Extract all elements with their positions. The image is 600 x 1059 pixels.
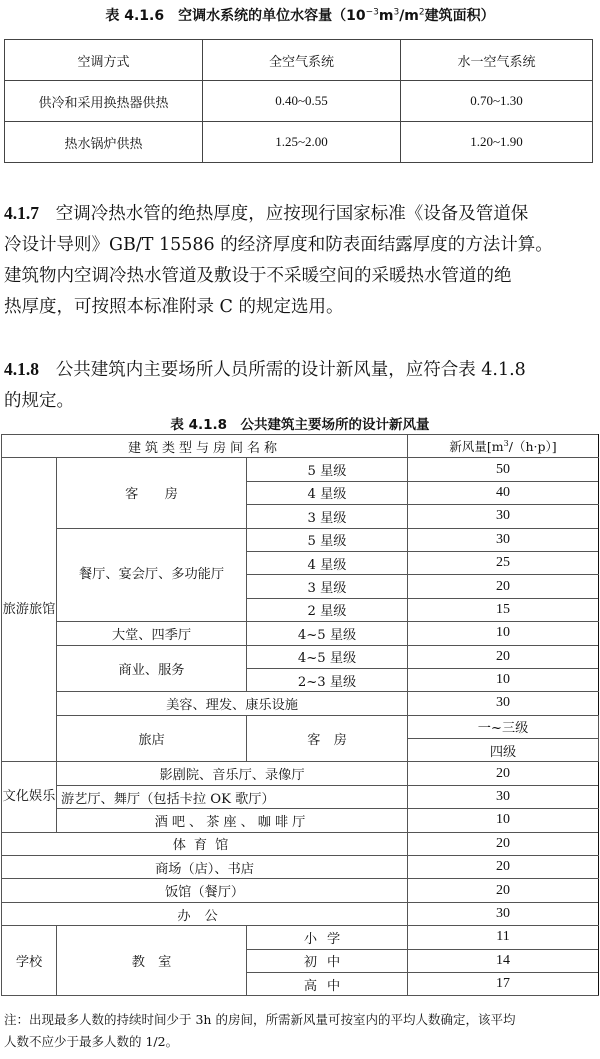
grade-cell: 四级 (408, 739, 599, 762)
table-4-1-8-caption: 表 4.1.8 公共建筑主要场所的设计新风量 (170, 417, 430, 433)
table-header-cell: 水一空气系统 (401, 40, 593, 81)
room-inn-guest-room: 客 房 (247, 715, 408, 762)
table-note (4, 1009, 598, 1053)
room-cell: 酒吧、茶座、咖啡厅 (57, 809, 408, 832)
grade-cell: 4 星级 (247, 551, 408, 574)
value-cell: 11 (408, 926, 599, 949)
category-culture: 文化娱乐 (2, 762, 57, 832)
table-row (2, 809, 599, 832)
table-cell: 0.70~1.30 (401, 81, 593, 122)
value-cell: 15 (408, 598, 599, 621)
category-tourist-hotel: 旅游旅馆 (2, 458, 57, 762)
value-cell: 20 (408, 575, 599, 598)
table-row (2, 715, 599, 738)
table-4-1-6 (4, 39, 593, 163)
grade-cell: 4 星级 (247, 481, 408, 504)
table-row (2, 622, 599, 645)
table-row (2, 645, 599, 668)
room-cell: 游艺厅、舞厅（包括卡拉 OK 歌厅） (57, 785, 408, 808)
value-cell: 50 (408, 458, 599, 481)
paragraph-line: 4.1.7 空调冷热水管的绝热厚度，应按现行国家标准《设备及管道保 (4, 203, 529, 224)
table-row (2, 832, 599, 855)
note-line: 注：出现最多人数的持续时间少于 3h 的房间，所需新风量可按室内的平均人数确定，该平均 (4, 1012, 516, 1027)
room-commerce: 商业、服务 (57, 645, 247, 692)
value-cell: 20 (408, 856, 599, 879)
table-row (5, 122, 593, 163)
value-cell: 20 (408, 832, 599, 855)
grade-cell: 小学 (247, 926, 408, 949)
room-cell: 办公 (2, 902, 408, 925)
value-cell: 14 (408, 949, 599, 972)
table-4-1-6-caption: 表 4.1.6 空调水系统的单位水容量（$10^{-3}m^3/m^2$建筑面积） (105, 7, 495, 24)
table-cell: 1.25~2.00 (203, 122, 401, 163)
value-cell: 20 (408, 879, 599, 902)
table-cell: 供冷和采用换热器供热 (5, 81, 203, 122)
table-row (2, 902, 599, 925)
header-fresh-air: 新风量$[m^3/(h\cdot p)]$ (408, 435, 599, 458)
section-4-1-8 (4, 354, 598, 417)
paragraph-line: 冷设计导则》GB/T 15586 的经济厚度和防表面结露厚度的方法计算。 (4, 235, 553, 255)
room-cell: 饭馆（餐厅） (2, 879, 408, 902)
table-row (2, 762, 599, 785)
value-cell: 17 (408, 972, 599, 995)
grade-cell: 3 星级 (247, 575, 408, 598)
table-cell: 0.40~0.55 (203, 81, 401, 122)
room-cell: 体育馆 (2, 832, 408, 855)
value-cell: 30 (408, 902, 599, 925)
grade-cell: 3 星级 (247, 505, 408, 528)
paragraph-line: 建筑物内空调冷热水管道及敷设于不采暖空间的采暖热水管道的绝 (4, 266, 512, 286)
grade-cell: 5 星级 (247, 528, 408, 551)
value-cell: 20 (408, 762, 599, 785)
section-4-1-7 (4, 198, 598, 323)
table-row (2, 926, 599, 949)
table-row (2, 856, 599, 879)
table-row (5, 81, 593, 122)
value-cell: 30 (408, 785, 599, 808)
room-cell: 影剧院、音乐厅、录像厅 (57, 762, 408, 785)
value-cell: 30 (408, 505, 599, 528)
room-beauty: 美容、理发、康乐设施 (57, 692, 408, 715)
grade-cell: 高中 (247, 972, 408, 995)
grade-cell: 4~5 星级 (247, 622, 408, 645)
value-cell: 30 (408, 528, 599, 551)
table-cell: 热水锅炉供热 (5, 122, 203, 163)
table-row (2, 785, 599, 808)
room-dining: 餐厅、宴会厅、多功能厅 (57, 528, 247, 622)
section-number: 4.1.7 (4, 203, 39, 223)
table-header-cell: 全空气系统 (203, 40, 401, 81)
value-cell: 10 (408, 622, 599, 645)
paragraph-line: 4.1.8 公共建筑内主要场所人员所需的设计新风量，应符合表 4.1.8 (4, 359, 526, 380)
value-cell: 20 (408, 645, 599, 668)
category-school: 学校 (2, 926, 57, 996)
table-row (2, 692, 599, 715)
paragraph-line: 热厚度，可按照本标准附录 C 的规定选用。 (4, 297, 344, 317)
table-header-cell: 空调方式 (5, 40, 203, 81)
table-row (2, 879, 599, 902)
value-cell: 10 (408, 668, 599, 691)
room-guest-room: 客 房 (57, 458, 247, 528)
grade-cell: 2~3 星级 (247, 668, 408, 691)
value-cell: 30 (408, 692, 599, 715)
table-row (2, 528, 599, 551)
grade-cell: 2 星级 (247, 598, 408, 621)
room-classroom: 教 室 (57, 926, 247, 996)
room-cell: 商场（店）、书店 (2, 856, 408, 879)
table-cell: 1.20~1.90 (401, 122, 593, 163)
grade-cell: 一~三级 (408, 715, 599, 738)
grade-cell: 初中 (247, 949, 408, 972)
table-row (2, 458, 599, 481)
paragraph-line: 的规定。 (4, 391, 74, 411)
grade-cell: 4~5 星级 (247, 645, 408, 668)
value-cell: 40 (408, 481, 599, 504)
section-number: 4.1.8 (4, 359, 39, 379)
category-inn: 旅店 (57, 715, 247, 762)
value-cell: 10 (408, 809, 599, 832)
table-header-row (2, 435, 599, 458)
note-line: 人数不应少于最多人数的 1/2。 (4, 1034, 179, 1049)
grade-cell: 5 星级 (247, 458, 408, 481)
table-row (5, 40, 593, 81)
value-cell: 25 (408, 551, 599, 574)
room-lobby: 大堂、四季厅 (57, 622, 247, 645)
table-4-1-8 (1, 434, 599, 996)
header-building-type: 建筑类型与房间名称 (2, 435, 408, 458)
